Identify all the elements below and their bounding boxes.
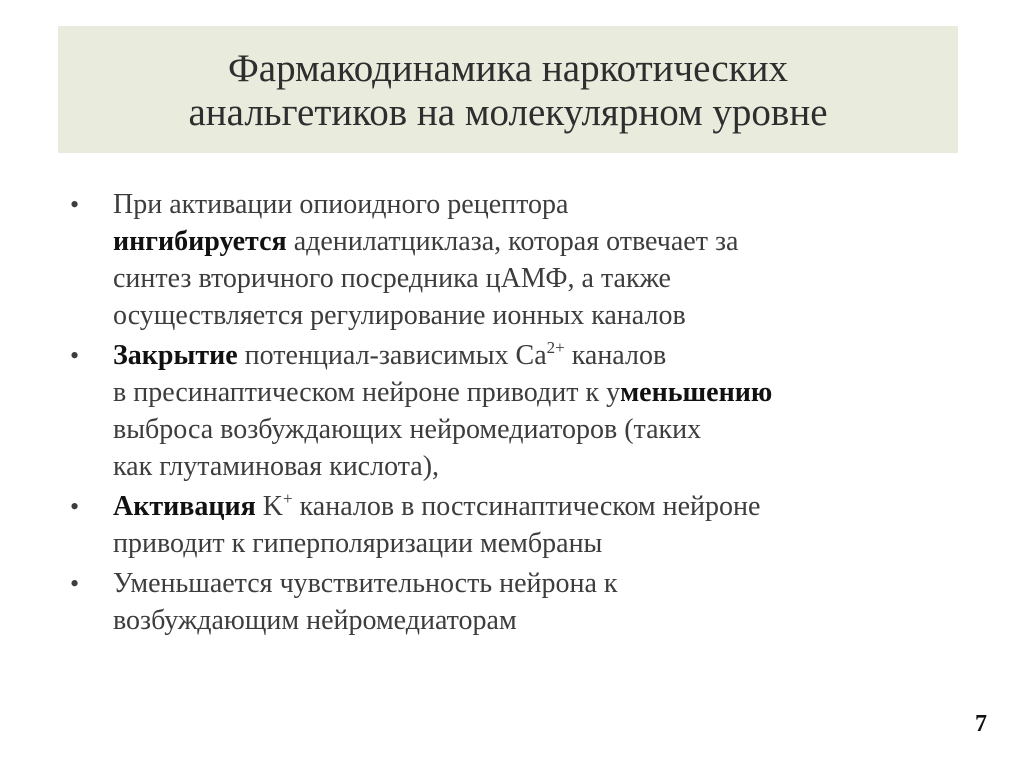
text-span: При активации опиоидного рецептора (113, 189, 569, 220)
bullet-2-line-2 (113, 374, 970, 411)
bullet-2-line-4 (113, 448, 970, 485)
bullet-1-line-4 (113, 297, 970, 334)
bold-term: ингибируется (113, 226, 287, 257)
bold-term: Закрытие (113, 340, 238, 371)
bullet-marker: • (70, 569, 80, 598)
text-span: каналов в постсинаптическом нейроне (292, 491, 761, 522)
bullet-2-line-1 (113, 337, 970, 374)
bullet-4-line-1 (113, 565, 970, 602)
bullet-1-line-2 (113, 223, 970, 260)
bullet-4-line-2 (113, 602, 970, 639)
bold-term: меньшению (620, 377, 773, 408)
superscript-charge: 2+ (546, 338, 565, 357)
bullet-3-line-2 (113, 525, 970, 562)
text-span: осуществляется регулирование ионных каналов (113, 300, 686, 331)
bullet-marker: • (70, 190, 80, 219)
text-span: как глутаминовая кислота), (113, 451, 440, 482)
text-span: приводит к гиперполяризации мембраны (113, 528, 603, 559)
text-span: каналов (564, 340, 667, 371)
bullet-1-line-1 (113, 186, 970, 223)
bullet-1-line-3 (113, 260, 970, 297)
text-span: в пресинаптическом нейроне приводит к у (113, 377, 621, 408)
text-span: возбуждающим нейромедиаторам (113, 605, 517, 636)
text-span: потенциал-зависимых Ca (237, 340, 547, 371)
text-span: аденилатциклаза, которая отвечает за (286, 226, 739, 257)
bullet-list (70, 186, 970, 642)
slide-title-line-2: анальгетиков на молекулярном уровне (188, 91, 828, 134)
superscript-charge: + (283, 489, 293, 508)
text-span: синтез вторичного посредника цАМФ, а также (113, 263, 671, 294)
bullet-marker: • (70, 341, 80, 370)
bold-term: Активация (113, 491, 256, 522)
bullet-marker: • (70, 492, 80, 521)
bullet-item-3 (70, 488, 970, 562)
text-span: выброса возбуждающих нейромедиаторов (таких (113, 414, 702, 445)
title-banner (58, 26, 958, 153)
text-span: K (255, 491, 284, 522)
bullet-item-1 (70, 186, 970, 334)
text-span: Уменьшается чувствительность нейрона к (113, 568, 618, 599)
page-number: 7 (975, 711, 987, 737)
bullet-2-line-3 (113, 411, 970, 448)
bullet-item-4 (70, 565, 970, 639)
bullet-3-line-1 (113, 488, 970, 525)
bullet-item-2 (70, 337, 970, 485)
slide-title-line-1: Фармакодинамика наркотических (227, 47, 789, 90)
